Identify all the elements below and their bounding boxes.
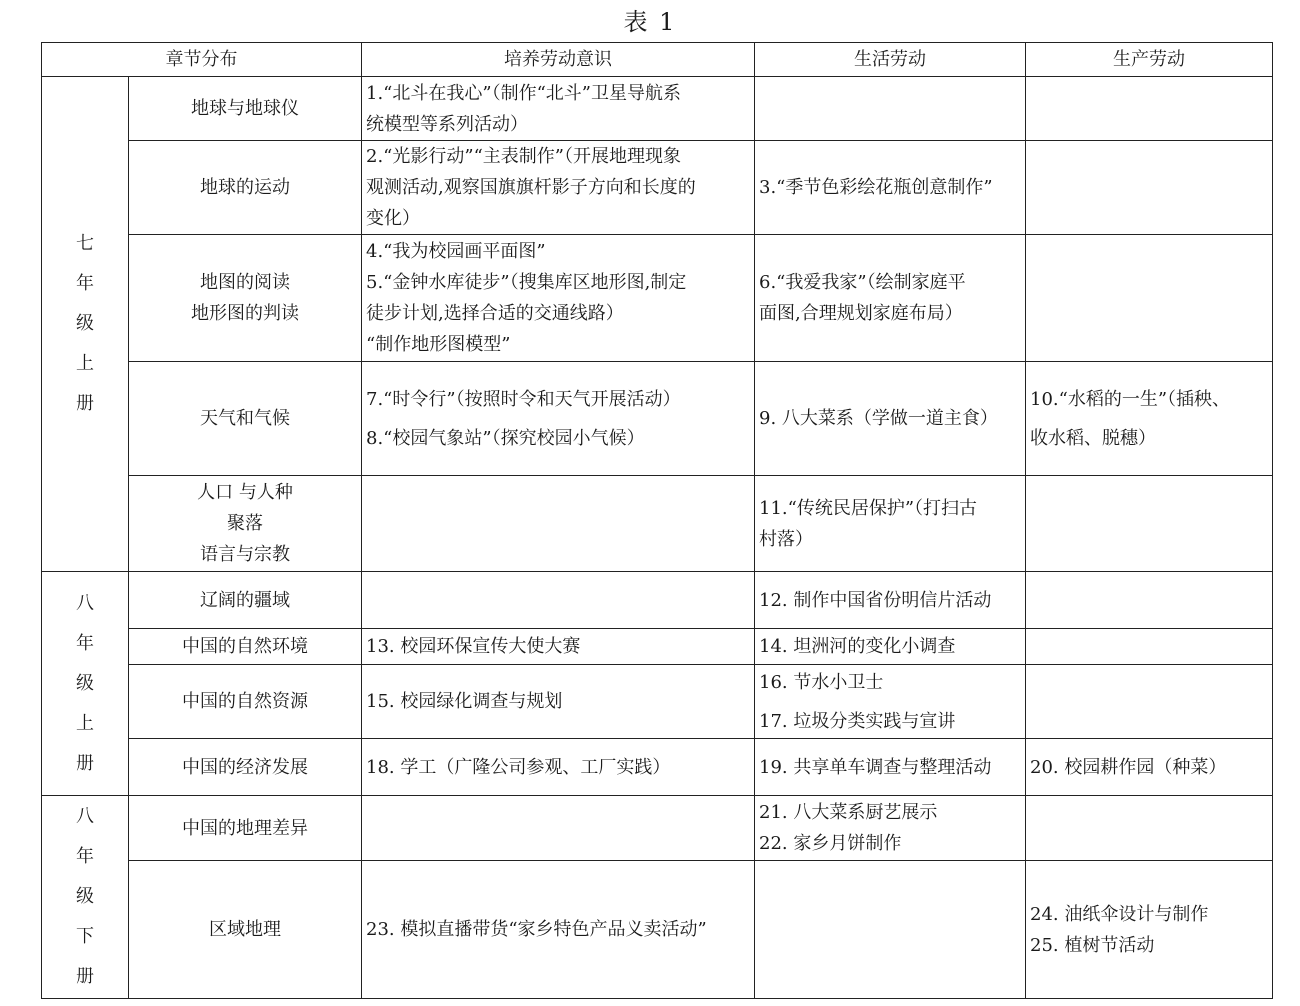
header-row — [42, 43, 1273, 77]
production-cell — [1026, 476, 1273, 572]
cell-line: 22. 家乡月饼制作 — [759, 833, 902, 854]
cell-line: 徒步计划,选择合适的交通线路） — [366, 303, 624, 324]
production-cell — [1026, 861, 1273, 999]
life-cell — [755, 235, 1026, 362]
cell-line: 级 — [76, 313, 94, 334]
awareness-cell — [362, 235, 755, 362]
life-cell — [755, 141, 1026, 235]
cell-line: 地图的阅读 — [200, 272, 290, 293]
cell-line: 区域地理 — [209, 919, 281, 940]
table-row — [42, 77, 1273, 141]
cell-line: 册 — [76, 393, 94, 414]
life-cell — [755, 665, 1026, 739]
cell-line: 9. 八大菜系（学做一道主食） — [759, 408, 998, 429]
cell-line: “制作地形图模型” — [366, 334, 511, 355]
awareness-cell — [362, 796, 755, 861]
cell-line: 19. 共享单车调查与整理活动 — [759, 756, 992, 778]
cell-line: 年 — [76, 846, 94, 867]
cell-line: 17. 垃圾分类实践与宣讲 — [759, 710, 956, 732]
cell-line: 级 — [76, 672, 94, 694]
cell-line: 8.“校园气象站”（探究校园小气候） — [366, 427, 645, 449]
activity-table — [41, 42, 1273, 999]
table-row — [42, 796, 1273, 861]
table-row — [42, 739, 1273, 796]
cell-line: 上 — [76, 353, 94, 374]
life-cell — [755, 77, 1026, 141]
awareness-cell — [362, 572, 755, 629]
awareness-cell — [362, 141, 755, 235]
header-production: 生产劳动 — [1026, 43, 1273, 77]
cell-line: 册 — [76, 966, 94, 987]
awareness-cell — [362, 629, 755, 665]
table-row — [42, 572, 1273, 629]
table-row — [42, 861, 1273, 999]
cell-line: 上 — [76, 712, 94, 734]
production-cell — [1026, 796, 1273, 861]
production-cell — [1026, 572, 1273, 629]
cell-line: 村落） — [759, 528, 813, 550]
awareness-cell — [362, 739, 755, 796]
header-awareness: 培养劳动意识 — [362, 43, 755, 77]
cell-line: 21. 八大菜系厨艺展示 — [759, 802, 938, 823]
production-cell — [1026, 77, 1273, 141]
production-cell — [1026, 629, 1273, 665]
cell-line: 13. 校园环保宣传大使大赛 — [366, 636, 581, 657]
life-cell — [755, 629, 1026, 665]
production-cell — [1026, 235, 1273, 362]
cell-line: 八 — [76, 806, 94, 827]
cell-line: 24. 油纸伞设计与制作 — [1030, 903, 1209, 925]
cell-line: 册 — [76, 752, 94, 774]
chapter-cell — [129, 572, 362, 629]
life-cell — [755, 796, 1026, 861]
awareness-cell — [362, 77, 755, 141]
header-chapter: 章节分布 — [42, 43, 362, 77]
cell-line: 统模型等系列活动） — [366, 113, 528, 135]
life-cell — [755, 861, 1026, 999]
cell-line: 15. 校园绿化调查与规划 — [366, 691, 563, 712]
cell-line: 天气和气候 — [200, 408, 290, 429]
chapter-cell — [129, 476, 362, 572]
cell-line: 辽阔的疆域 — [200, 589, 290, 611]
cell-line: 20. 校园耕作园（种菜） — [1030, 756, 1227, 778]
chapter-cell — [129, 629, 362, 665]
cell-line: 16. 节水小卫士 — [759, 671, 884, 693]
cell-line: 中国的自然资源 — [182, 691, 308, 712]
chapter-cell — [129, 796, 362, 861]
cell-line: 7.“时令行”（按照时令和天气开展活动） — [366, 388, 681, 410]
awareness-cell — [362, 665, 755, 739]
awareness-cell — [362, 362, 755, 476]
life-cell — [755, 362, 1026, 476]
cell-line: 5.“金钟水库徒步”（搜集库区地形图,制定 — [366, 272, 687, 293]
production-cell — [1026, 665, 1273, 739]
cell-line: 级 — [76, 886, 94, 907]
life-cell — [755, 739, 1026, 796]
cell-line: 18. 学工（广隆公司参观、工厂实践） — [366, 756, 671, 778]
cell-line: 14. 坦洲河的变化小调查 — [759, 636, 956, 657]
chapter-cell — [129, 77, 362, 141]
cell-line: 人口 与人种 — [197, 482, 293, 503]
cell-line: 地形图的判读 — [191, 303, 299, 324]
cell-line: 收水稻、脱穗） — [1030, 427, 1156, 449]
cell-line: 23. 模拟直播带货“家乡特色产品义卖活动” — [366, 919, 707, 940]
production-cell — [1026, 739, 1273, 796]
cell-line: 年 — [76, 273, 94, 294]
cell-line: 中国的自然环境 — [182, 636, 308, 657]
table-row — [42, 629, 1273, 665]
cell-line: 10.“水稻的一生”（插秧、 — [1030, 388, 1231, 410]
chapter-cell — [129, 362, 362, 476]
cell-line: 观测活动,观察国旗旗杆影子方向和长度的 — [366, 177, 696, 198]
cell-line: 中国的经济发展 — [182, 756, 308, 778]
chapter-cell — [129, 861, 362, 999]
table-row — [42, 362, 1273, 476]
awareness-cell — [362, 861, 755, 999]
table-row — [42, 141, 1273, 235]
chapter-cell — [129, 235, 362, 362]
production-cell — [1026, 362, 1273, 476]
cell-line: 地球的运动 — [200, 177, 290, 198]
cell-line: 聚落 — [227, 513, 263, 534]
cell-line: 地球与地球仪 — [191, 98, 299, 119]
life-cell — [755, 476, 1026, 572]
table-caption: 表 1 — [623, 8, 677, 36]
cell-line: 3.“季节色彩绘花瓶创意制作” — [759, 177, 993, 198]
cell-line: 变化） — [366, 208, 420, 229]
cell-line: 下 — [76, 926, 94, 947]
cell-line: 七 — [76, 233, 94, 254]
cell-line: 语言与宗教 — [200, 544, 290, 565]
chapter-cell — [129, 665, 362, 739]
cell-line: 1.“北斗在我心”（制作“北斗”卫星导航系 — [366, 82, 681, 104]
grade-label — [42, 572, 129, 796]
cell-line: 中国的地理差异 — [182, 817, 308, 839]
grade-label — [42, 77, 129, 572]
cell-line: 2.“光影行动”“主表制作”（开展地理现象 — [366, 146, 681, 167]
grade-label — [42, 796, 129, 999]
cell-line: 八 — [76, 592, 94, 614]
cell-line: 年 — [76, 632, 94, 654]
cell-line: 12. 制作中国省份明信片活动 — [759, 589, 992, 611]
chapter-cell — [129, 141, 362, 235]
chapter-cell — [129, 739, 362, 796]
table-row — [42, 665, 1273, 739]
cell-line: 面图,合理规划家庭布局） — [759, 303, 963, 324]
table-row — [42, 235, 1273, 362]
header-life: 生活劳动 — [755, 43, 1026, 77]
cell-line: 25. 植树节活动 — [1030, 934, 1155, 956]
cell-line: 6.“我爱我家”（绘制家庭平 — [759, 272, 966, 293]
cell-line: 4.“我为校园画平面图” — [366, 241, 546, 262]
awareness-cell — [362, 476, 755, 572]
life-cell — [755, 572, 1026, 629]
table-row — [42, 476, 1273, 572]
cell-line: 11.“传统民居保护”（打扫古 — [759, 497, 978, 519]
production-cell — [1026, 141, 1273, 235]
